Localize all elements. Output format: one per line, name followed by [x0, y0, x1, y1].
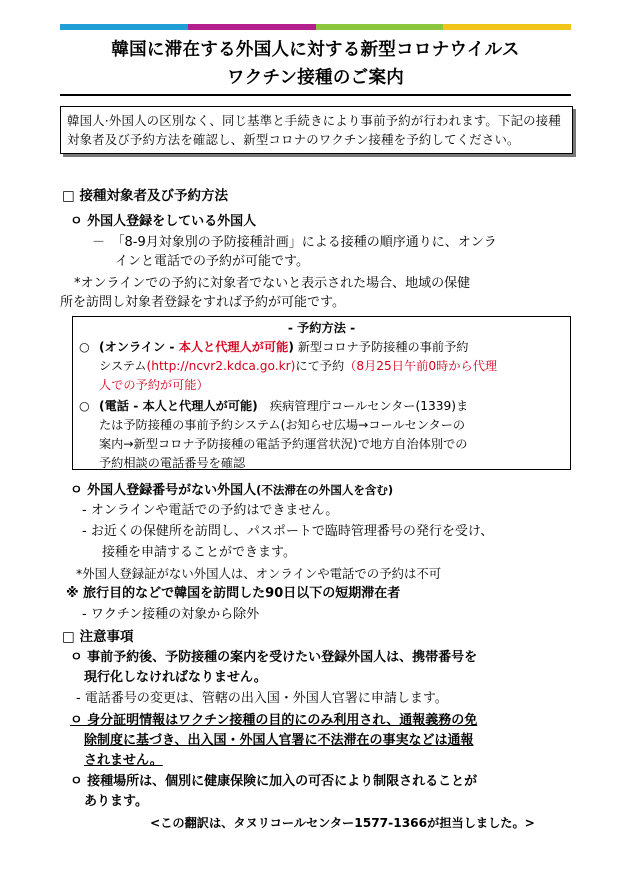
note-2-line-2: 除制度に基づき、出入国・外国人官署に不法滞在の事実などは通報 [84, 733, 474, 748]
title-divider [60, 94, 571, 96]
online-text-2-mid: にて予約 [295, 359, 345, 373]
phone-bullet: ○ [79, 399, 90, 413]
phone-line-4: 予約相談の電話番号を確認 [99, 456, 246, 470]
translation-footer: <この翻訳は、タヌリコールセンター1577-1366が担当しました。> [150, 816, 535, 830]
online-line-2 [99, 357, 497, 376]
color-band [60, 24, 571, 30]
note-3-line-2: あります。 [84, 794, 148, 809]
item-short-stay-visitors: ※ 旅行目的などで韓国を訪問した90日以下の短期滞在者 [66, 586, 401, 601]
item2-title: ㅇ 外国人登録番号がない外国人 [70, 483, 257, 498]
note-1-line-1: ㅇ 事前予約後、予防接種の案内を受けたい登録外国人は、携帯番号を [70, 650, 478, 665]
note-3-line-1: ㅇ 接種場所は、個別に健康保険に加入の可否により制限されることが [70, 774, 478, 789]
band-green [316, 24, 444, 30]
reservation-url-link[interactable]: (http://ncvr2.kdca.go.kr) [146, 359, 296, 373]
section-heading-targets: □ 接種対象者及び予約方法 [62, 188, 228, 204]
item2-line-1: - オンラインや電話での予約はできません。 [82, 503, 339, 518]
item2-title-note: (不法滞在の外国人を含む) [256, 483, 394, 497]
item1-dash-line-2: インと電話での予約が可能です。 [115, 254, 309, 269]
online-line-1 [99, 338, 468, 357]
page-title [60, 36, 571, 92]
intro-text: 韓国人·外国人の区別なく、同じ基準と手続きにより事前予約が行われます。下記の接種対象者及び予約方法を確認し、新型コロナのワクチン接種を予約してください。 [67, 113, 561, 147]
phone-line-3: 案内→新型コロナ予防接種の電話予約運営状況)で地方自治体別での [99, 437, 468, 451]
note-2-line-1: ㅇ 身分証明情報はワクチン接種の目的にのみ利用され、通報義務の免 [70, 713, 478, 728]
note-1-line-2: 現行化しなければなりません。 [84, 670, 267, 685]
online-label-pre: (オンライン - [99, 340, 179, 354]
item2-note: *外国人登録証がない外国人は、オンラインや電話での予約は不可 [76, 566, 442, 581]
item-unregistered-foreigners [70, 480, 393, 501]
item1-note-line-1: *オンラインでの予約に対象者でないと表示された場合、地域の保健 [74, 276, 471, 291]
phone-text-1: 疾病管理庁コールセンター(1339)ま [257, 399, 469, 413]
section-heading-notes: □ 注意事項 [62, 629, 134, 645]
online-label-post: ) [288, 340, 294, 354]
title-line-1: 韓国に滞在する外国人に対する新型コロナウイルス [111, 40, 520, 60]
intro-box [60, 106, 573, 154]
note-2-line-3: されません。 [84, 753, 163, 768]
online-bullet: ○ [79, 340, 90, 354]
item1-note-line-2: 所を訪問し対象者登録をすれば予約が可能です。 [60, 295, 345, 310]
band-magenta [188, 24, 316, 30]
phone-label: (電話 - 本人と代理人が可能) [99, 399, 258, 413]
item2-line-3: 接種を申請することができます。 [102, 545, 296, 560]
item-registered-foreigners: ㅇ 外国人登録をしている外国人 [70, 214, 257, 229]
note-1-sub: - 電話番号の変更は、管轄の出入国・外国人官署に申請します。 [76, 691, 448, 706]
band-yellow [443, 24, 571, 30]
online-line-3: 人での予約が可能） [99, 378, 209, 392]
online-label-red: 本人と代理人が可能 [178, 340, 289, 354]
item1-dash-line-1: － 「8-9月対象別の予防接種計画」による接種の順序通りに、オンラ [92, 235, 497, 250]
title-line-2: ワクチン接種のご案内 [226, 68, 405, 88]
online-text-2-red: （8月25日午前0時から代理 [344, 359, 498, 373]
online-text-2-pre: システム [99, 359, 147, 373]
band-blue [60, 24, 188, 30]
phone-line-2: たは予防接種の事前予約システム(お知らせ広場→コールセンターの [99, 418, 466, 432]
online-text-1: 新型コロナ予防接種の事前予約 [293, 340, 469, 354]
reservation-method-box [72, 316, 571, 470]
item2-line-2: - お近くの保健所を訪問し、パスポートで臨時管理番号の発行を受け、 [82, 524, 494, 539]
reservation-method-heading: - 予約方法 - [287, 321, 356, 335]
item3-line-1: - ワクチン接種の対象から除外 [82, 607, 260, 622]
phone-line-1 [99, 397, 468, 416]
